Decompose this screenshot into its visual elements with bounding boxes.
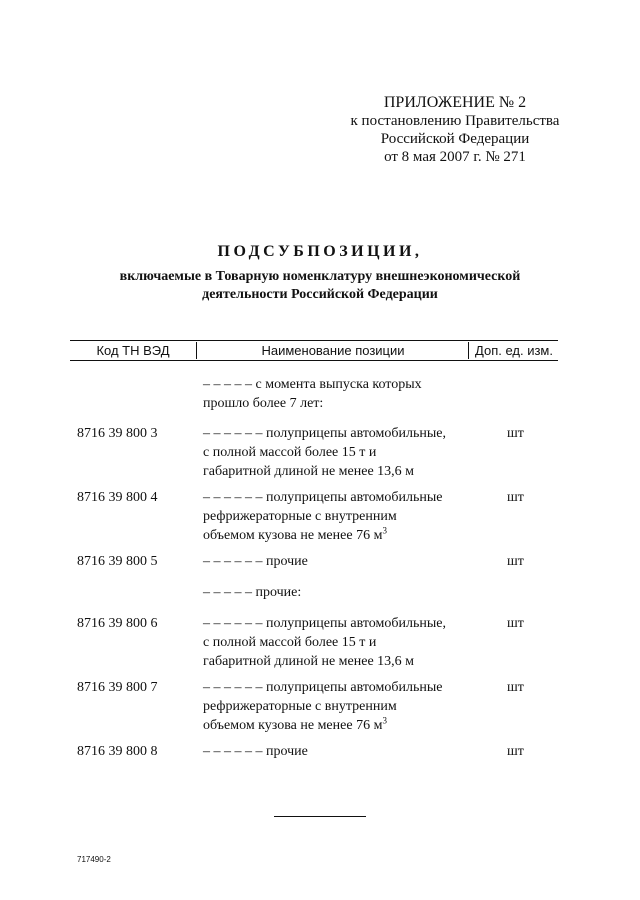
desc-line: – – – – – прочие:	[203, 585, 302, 600]
row-unit: шт	[507, 490, 524, 505]
desc-line: габаритной длиной не менее 13,6 м	[203, 654, 415, 669]
header-name: Наименование позиции	[196, 342, 469, 359]
appendix-title: ПРИЛОЖЕНИЕ № 2	[383, 94, 527, 111]
row-unit: шт	[507, 744, 524, 759]
row-description	[203, 678, 483, 735]
row-description	[203, 583, 483, 602]
subtitle-line-1: включаемые в Товарную номенклатуру внешнеэкономической	[119, 269, 521, 284]
header-unit: Доп. ед. изм.	[468, 342, 559, 359]
desc-line: с полной массой более 15 т и	[203, 635, 377, 650]
appendix-line-2: Российской Федерации	[380, 131, 530, 147]
appendix-block	[330, 94, 580, 166]
desc-line: – – – – – – прочие	[203, 554, 308, 569]
desc-line: – – – – – – полуприцепы автомобильные,	[203, 616, 446, 631]
row-description	[203, 742, 483, 761]
row-description	[203, 488, 483, 545]
desc-line: – – – – – – прочие	[203, 744, 308, 759]
superscript: 3	[382, 525, 387, 536]
header-code: Код ТН ВЭД	[96, 343, 170, 358]
row-unit: шт	[507, 426, 524, 441]
row-unit: шт	[507, 554, 524, 569]
row-code: 8716 39 800 8	[77, 744, 158, 759]
row-description	[203, 552, 483, 571]
superscript: 3	[382, 715, 387, 726]
desc-line: прошло более 7 лет:	[203, 396, 324, 411]
desc-line: – – – – – – полуприцепы автомобильные	[203, 490, 443, 505]
document-subtitle	[80, 268, 560, 304]
desc-line: габаритной длиной не менее 13,6 м	[203, 464, 415, 479]
document-number: 717490-2	[77, 855, 111, 864]
row-code: 8716 39 800 3	[77, 426, 158, 441]
row-code: 8716 39 800 4	[77, 490, 158, 505]
row-code: 8716 39 800 7	[77, 680, 158, 695]
footer-divider	[274, 816, 366, 817]
desc-text: объемом кузова не менее 76 м	[203, 718, 383, 733]
appendix-line-1: к постановлению Правительства	[350, 113, 560, 129]
desc-line	[203, 716, 483, 735]
desc-line: рефрижераторные с внутренним	[203, 509, 397, 524]
row-unit: шт	[507, 616, 524, 631]
document-title: ПОДСУБПОЗИЦИИ,	[217, 243, 423, 260]
row-description	[203, 375, 483, 413]
table-header	[70, 340, 558, 361]
desc-line	[203, 526, 483, 545]
row-description	[203, 424, 483, 481]
appendix-line-3: от 8 мая 2007 г. № 271	[384, 149, 526, 165]
row-unit: шт	[507, 680, 524, 695]
desc-text: объемом кузова не менее 76 м	[203, 528, 383, 543]
desc-line: с полной массой более 15 т и	[203, 445, 377, 460]
desc-line: – – – – – – полуприцепы автомобильные,	[203, 426, 446, 441]
subtitle-line-2: деятельности Российской Федерации	[202, 287, 438, 302]
row-code: 8716 39 800 5	[77, 554, 158, 569]
desc-line: – – – – – – полуприцепы автомобильные	[203, 680, 443, 695]
desc-line: – – – – – с момента выпуска которых	[203, 377, 422, 392]
row-description	[203, 614, 483, 671]
desc-line: рефрижераторные с внутренним	[203, 699, 397, 714]
row-code: 8716 39 800 6	[77, 616, 158, 631]
